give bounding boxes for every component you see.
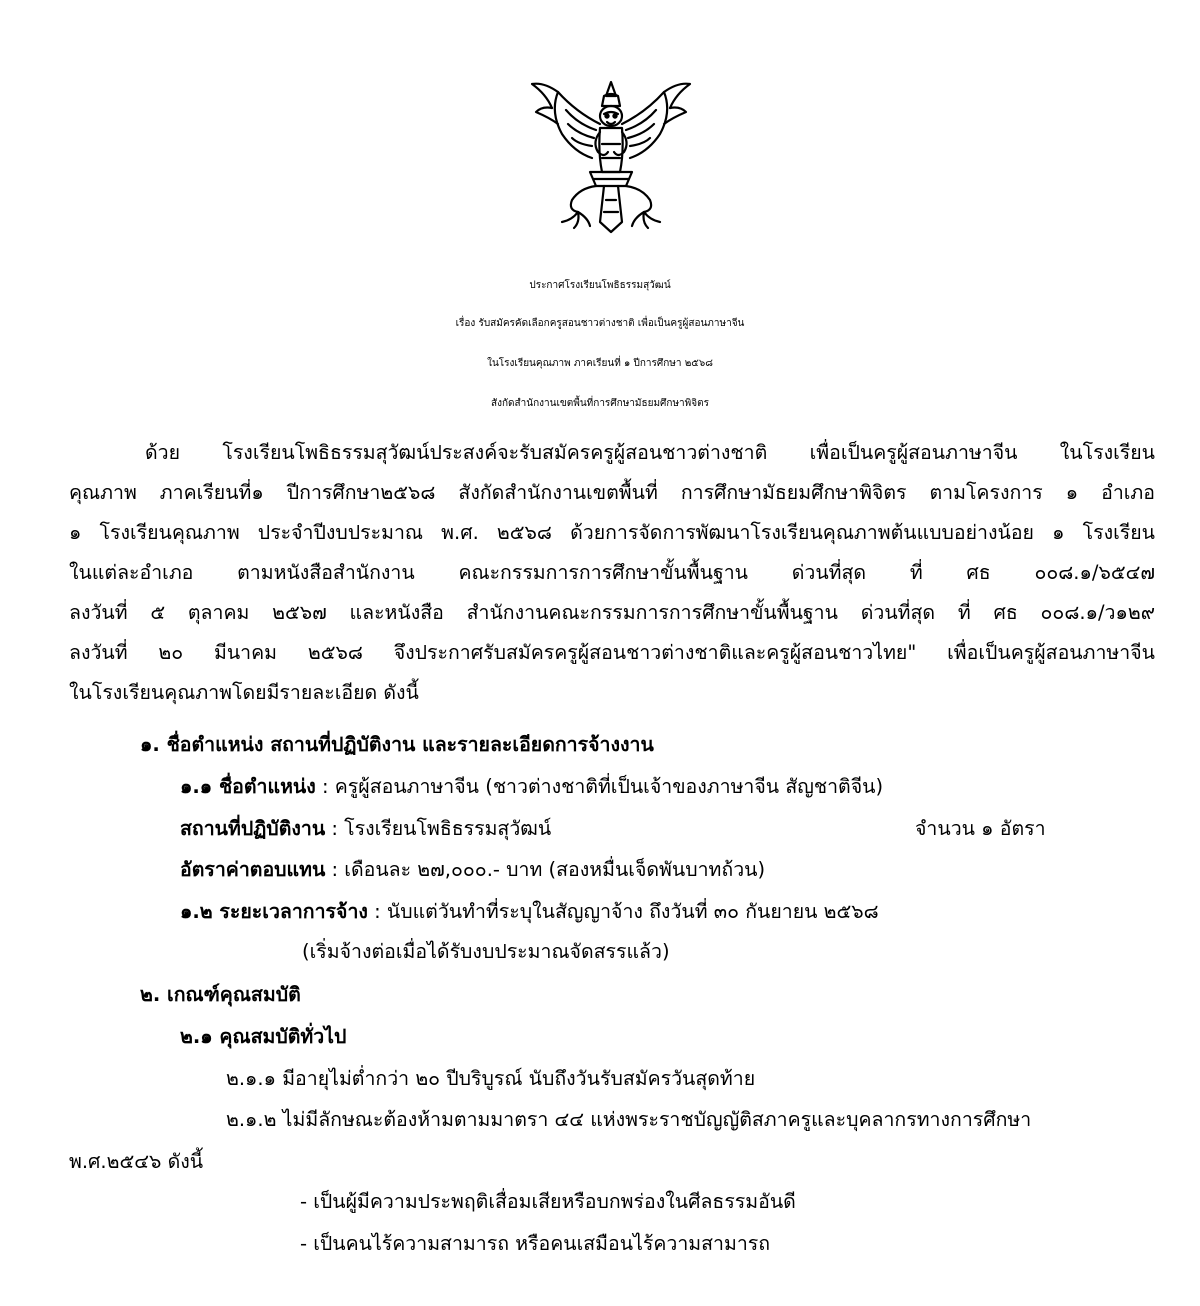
workplace-label: สถานที่ปฏิบัติงาน bbox=[180, 817, 326, 840]
pay-row bbox=[180, 858, 765, 882]
criterion-2-1-1: ๒.๑.๑ มีอายุไม่ต่ำกว่า ๒๐ ปีบริบูรณ์ นับถึงวันรับสมัครวันสุดท้าย bbox=[226, 1067, 756, 1090]
list-item: - เป็นคนไร้ความสามารถ หรือคนเสมือนไร้ความสามารถ bbox=[300, 1232, 771, 1255]
position-label: ๑.๑ ชื่อตำแหน่ง bbox=[180, 775, 316, 798]
workplace-row bbox=[180, 817, 551, 841]
pay-value: : เดือนละ ๒๗,๐๐๐.- บาท (สองหมื่นเจ็ดพันบาทถ้วน) bbox=[325, 858, 766, 881]
section-1-heading: ๑. ชื่อตำแหน่ง สถานที่ปฏิบัติงาน และรายละเอียดการจ้างงาน bbox=[140, 733, 654, 756]
intro-line-6: ลงวันที่ ๒๐ มีนาคม ๒๕๖๘ จึงประกาศรับสมัครครูผู้สอนชาวต่างชาติและครูผู้สอนชาวไทย" เพื่อเป็นครูผู้สอนภาษาจีน bbox=[69, 641, 1155, 664]
criterion-2-1-2-continued: พ.ศ.๒๕๔๖ ดังนี้ bbox=[69, 1150, 204, 1173]
criterion-2-1-2: ๒.๑.๒ ไม่มีลักษณะต้องห้ามตามมาตรา ๔๔ แห่งพระราชบัญญัติสภาครูและบุคลากรทางการศึกษา bbox=[226, 1108, 1032, 1131]
intro-line-3: ๑ โรงเรียนคุณภาพ ประจำปีงบประมาณ พ.ศ. ๒๕๖๘ ด้วยการจัดการพัฒนาโรงเรียนคุณภาพต้นแบบอย่างน้อย ๑ โรงเรียน bbox=[69, 521, 1155, 544]
intro-line-2: คุณภาพ ภาคเรียนที่๑ ปีการศึกษา๒๕๖๘ สังกัดสำนักงานเขตพื้นที่ การศึกษามัธยมศึกษาพิจิตร ตามโครงการ ๑ อำเภอ bbox=[69, 481, 1155, 504]
employment-period-note: (เริ่มจ้างต่อเมื่อได้รับงบประมาณจัดสรรแล้ว) bbox=[302, 940, 670, 963]
garuda-emblem-icon bbox=[528, 72, 694, 238]
header-affiliation: สังกัดสำนักงานเขตพื้นที่การศึกษามัธยมศึกษาพิจิตร bbox=[491, 398, 709, 409]
employment-period-row bbox=[180, 900, 879, 924]
employment-period-label: ๑.๒ ระยะเวลาการจ้าง bbox=[180, 900, 368, 923]
pay-label: อัตราค่าตอบแทน bbox=[180, 858, 326, 881]
position-row bbox=[180, 775, 883, 799]
employment-period-value: : นับแต่วันทำที่ระบุในสัญญาจ้าง ถึงวันที่ ๓๐ กันยายน ๒๕๖๘ bbox=[367, 900, 879, 923]
section-2-heading: ๒. เกณฑ์คุณสมบัติ bbox=[140, 983, 301, 1006]
header-subject: เรื่อง รับสมัครคัดเลือกครูสอนชาวต่างชาติ เพื่อเป็นครูผู้สอนภาษาจีน bbox=[455, 318, 745, 329]
intro-line-5: ลงวันที่ ๕ ตุลาคม ๒๕๖๗ และหนังสือ สำนักงานคณะกรรมการการศึกษาขั้นพื้นฐาน ด่วนที่สุด ที่ ศธ ๐๐๘.๑/ว๑๒๙ bbox=[69, 601, 1155, 624]
list-item: - เป็นผู้มีความประพฤติเสื่อมเสียหรือบกพร่องในศีลธรรมอันดี bbox=[300, 1190, 796, 1213]
intro-line-4: ในแต่ละอำเภอ ตามหนังสือสำนักงาน คณะกรรมการการศึกษาขั้นพื้นฐาน ด่วนที่สุด ที่ ศธ ๐๐๘.๑/๖๕๔๗ bbox=[69, 561, 1155, 584]
section-2-1-heading: ๒.๑ คุณสมบัติทั่วไป bbox=[180, 1025, 347, 1048]
intro-line-1: ด้วย โรงเรียนโพธิธรรมสุวัฒน์ประสงค์จะรับสมัครครูผู้สอนชาวต่างชาติ เพื่อเป็นครูผู้สอนภาษาจีน ในโรงเรียน bbox=[145, 441, 1155, 464]
position-count: จำนวน ๑ อัตรา bbox=[915, 817, 1046, 840]
position-value: : ครูผู้สอนภาษาจีน (ชาวต่างชาติที่เป็นเจ้าของภาษาจีน สัญชาติจีน) bbox=[315, 775, 884, 798]
header-school-term: ในโรงเรียนคุณภาพ ภาคเรียนที่ ๑ ปีการศึกษา ๒๕๖๘ bbox=[487, 358, 713, 369]
header-title: ประกาศโรงเรียนโพธิธรรมสุวัฒน์ bbox=[529, 280, 671, 291]
workplace-value: : โรงเรียนโพธิธรรมสุวัฒน์ bbox=[325, 817, 552, 840]
intro-line-7: ในโรงเรียนคุณภาพโดยมีรายละเอียด ดังนี้ bbox=[69, 681, 419, 704]
